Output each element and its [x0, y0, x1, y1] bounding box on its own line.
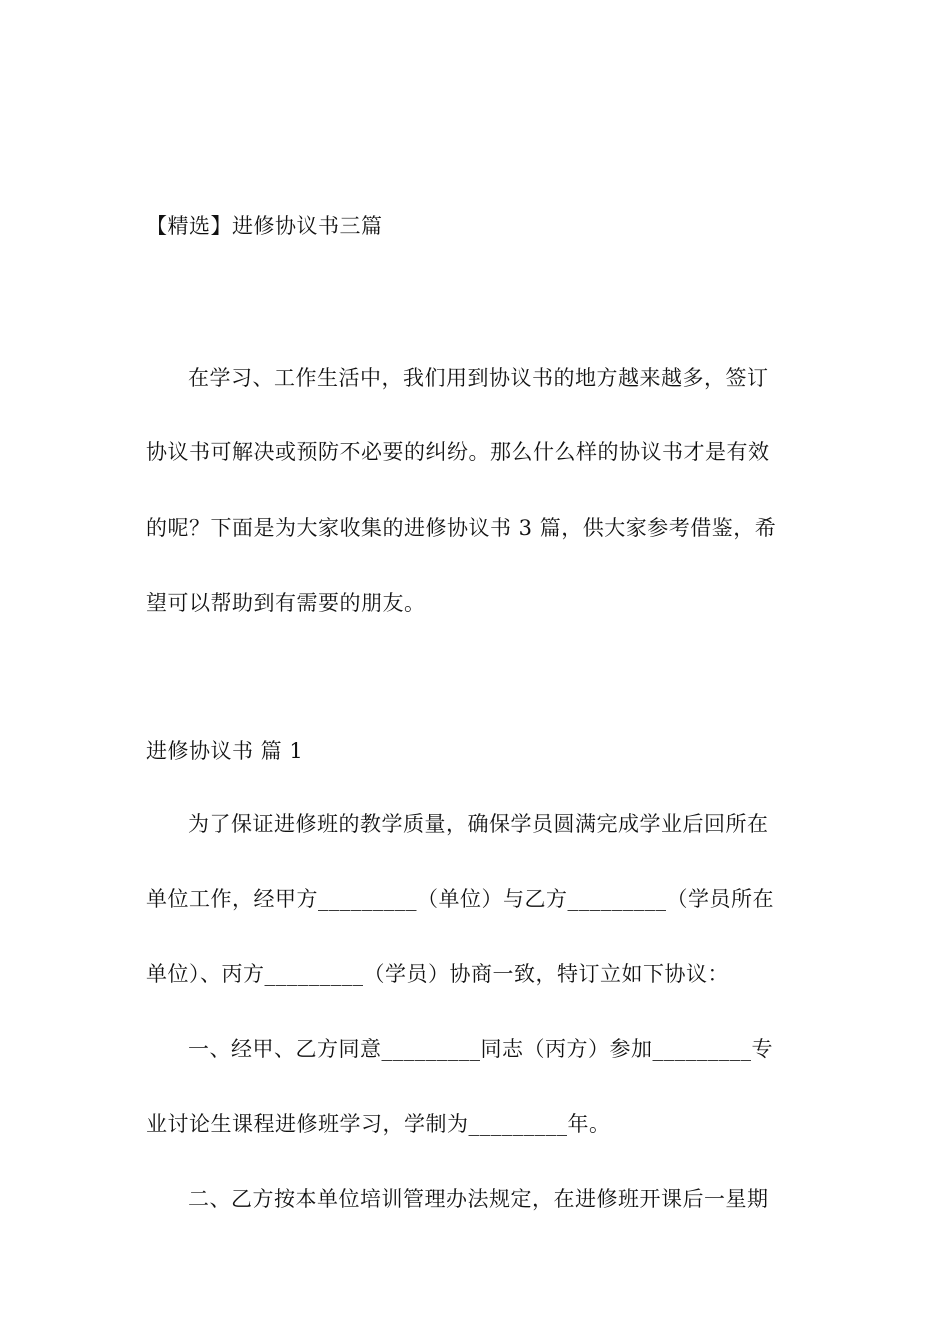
- body-line-4: 一、经甲、乙方同意_________同志（丙方）参加_________专: [188, 1037, 773, 1061]
- intro-line-4: 望可以帮助到有需要的朋友。: [146, 591, 426, 615]
- section-heading: 进修协议书 篇 1: [146, 739, 304, 763]
- intro-line-3: 的呢？下面是为大家收集的进修协议书 3 篇，供大家参考借鉴，希: [146, 516, 777, 540]
- body-line-3: 单位）、丙方_________（学员）协商一致，特订立如下协议：: [146, 962, 729, 986]
- body-line-2: 单位工作，经甲方_________（单位）与乙方_________（学员所在: [146, 887, 774, 911]
- body-line-5: 业讨论生课程进修班学习，学制为_________年。: [146, 1112, 611, 1136]
- document-title: 【精选】进修协议书三篇: [146, 214, 383, 238]
- intro-line-1: 在学习、工作生活中，我们用到协议书的地方越来越多，签订: [188, 366, 769, 390]
- intro-line-2: 协议书可解决或预防不必要的纠纷。那么什么样的协议书才是有效: [146, 440, 770, 464]
- body-line-6: 二、乙方按本单位培训管理办法规定，在进修班开课后一星期: [188, 1187, 769, 1211]
- body-line-1: 为了保证进修班的教学质量，确保学员圆满完成学业后回所在: [188, 812, 769, 836]
